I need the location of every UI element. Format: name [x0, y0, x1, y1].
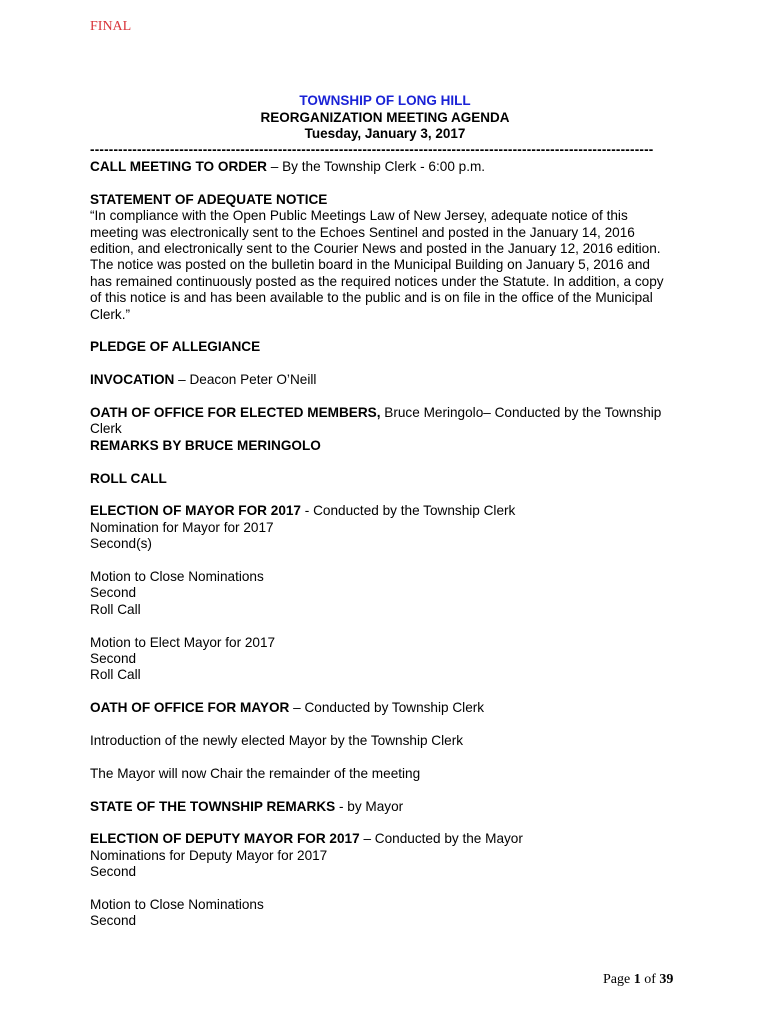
- notice-line: meeting was electronically sent to the Echoes Sentinel and posted in the January 14, 2016: [90, 224, 635, 240]
- agenda-item-deputy-election: [90, 831, 682, 847]
- item-heading: STATE OF THE TOWNSHIP REMARKS: [90, 798, 336, 814]
- notice-line: Clerk.”: [90, 306, 131, 322]
- item-heading: ELECTION OF DEPUTY MAYOR FOR 2017: [90, 831, 360, 847]
- sub-line: Nominations for Deputy Mayor for 2017: [90, 847, 328, 863]
- item-text: – Deacon Peter O’Neill: [174, 372, 317, 388]
- item-text: – By the Township Clerk - 6:00 p.m.: [266, 159, 486, 174]
- sub-line: Second: [90, 585, 137, 601]
- sub-line: Motion to Close Nominations: [90, 897, 264, 913]
- notice-line: has remained continuously posted as the required notices under the Statute. In addition, a copy: [90, 273, 664, 289]
- item-heading: OATH OF OFFICE FOR MAYOR: [90, 700, 290, 716]
- sub-line: Second: [90, 864, 137, 880]
- agenda-item-mayor-election: [90, 503, 682, 519]
- page-word: Page: [603, 972, 634, 987]
- item-text-cont: Clerk: [90, 421, 122, 437]
- sub-line: Second: [90, 913, 137, 929]
- agenda-item-remarks: REMARKS BY BRUCE MERINGOLO: [90, 437, 321, 453]
- sub-line: Second(s): [90, 536, 152, 552]
- notice-line: of this notice is and has been available to the public and is on file in the office of the Municipal: [90, 290, 653, 306]
- item-text: – Conducted by the Mayor: [359, 831, 523, 847]
- notice-line: The notice was posted on the bulletin board in the Municipal Building on January 5, 2016 and: [90, 257, 650, 273]
- notice-line: edition, and electronically sent to the Courier News and posted in the January 12, 2016 edition.: [90, 241, 661, 257]
- dashed-divider: ------------------------------------------------------------------------------------------------------------------------: [90, 143, 654, 157]
- agenda-item-mayor-chair: The Mayor will now Chair the remainder of the meeting: [90, 765, 421, 781]
- sub-line: Roll Call: [90, 601, 141, 617]
- agenda-item-call-to-order: [90, 159, 682, 175]
- item-heading: INVOCATION: [90, 372, 175, 388]
- page-number: [603, 972, 673, 988]
- item-text: – Conducted by Township Clerk: [289, 700, 485, 716]
- final-stamp: FINAL: [90, 19, 132, 34]
- notice-line: “In compliance with the Open Public Meetings Law of New Jersey, adequate notice of this: [90, 208, 628, 224]
- item-heading: ELECTION OF MAYOR FOR 2017: [90, 503, 301, 519]
- agenda-item-roll-call: ROLL CALL: [90, 470, 167, 486]
- agenda-item-state-of-township: [90, 799, 682, 815]
- agenda-item-introduction: Introduction of the newly elected Mayor by the Township Clerk: [90, 733, 464, 749]
- agenda-item-oath-mayor: [90, 700, 682, 716]
- sub-line: Roll Call: [90, 667, 141, 683]
- document-header: [90, 93, 680, 143]
- agenda-body: [90, 159, 682, 930]
- item-heading: CALL MEETING TO ORDER: [90, 159, 267, 174]
- item-text: - Conducted by the Township Clerk: [301, 503, 516, 519]
- sub-line: Second: [90, 651, 137, 667]
- agenda-item-oath-members: [90, 405, 682, 421]
- agenda-item-pledge: PLEDGE OF ALLEGIANCE: [90, 339, 261, 355]
- item-text: - by Mayor: [335, 798, 404, 814]
- meeting-date: Tuesday, January 3, 2017: [304, 126, 466, 141]
- of-word: of: [640, 972, 660, 987]
- agenda-title: REORGANIZATION MEETING AGENDA: [260, 109, 510, 125]
- item-heading: OATH OF OFFICE FOR ELECTED MEMBERS,: [90, 405, 381, 421]
- township-title: TOWNSHIP OF LONG HILL: [299, 93, 471, 108]
- item-text: Bruce Meringolo– Conducted by the Township: [380, 405, 662, 421]
- agenda-item-notice-heading: STATEMENT OF ADEQUATE NOTICE: [90, 191, 328, 207]
- current-page: 1: [633, 972, 641, 987]
- total-pages: 39: [659, 972, 674, 987]
- sub-line: Motion to Elect Mayor for 2017: [90, 634, 276, 650]
- sub-line: Nomination for Mayor for 2017: [90, 519, 274, 535]
- sub-line: Motion to Close Nominations: [90, 569, 264, 585]
- agenda-item-invocation: [90, 372, 682, 388]
